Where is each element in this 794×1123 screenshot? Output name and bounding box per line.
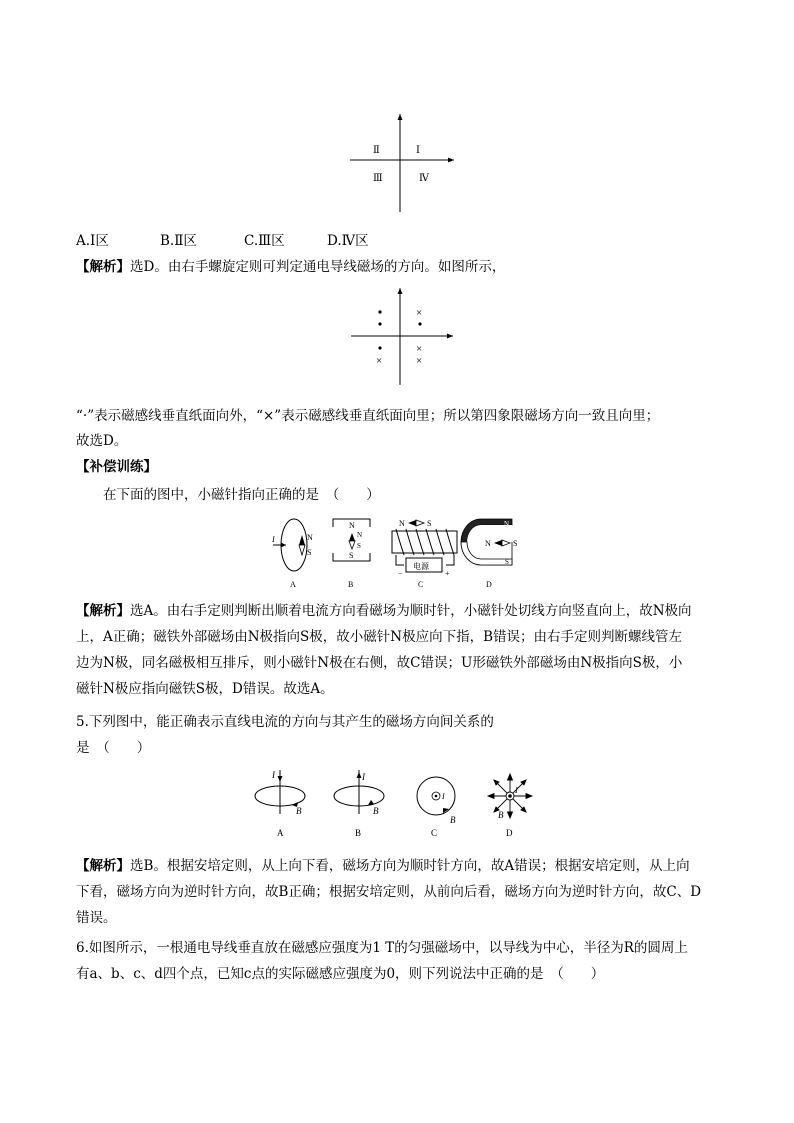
svg-text:S: S	[505, 558, 509, 566]
solution-3-line-1: 【解析】选B。根据安培定则，从上向下看，磁场方向为顺时针方向，故A错误；根据安培定则，从上向	[76, 858, 690, 874]
svg-text:×: ×	[416, 343, 423, 355]
analysis-label: 【解析】	[76, 259, 130, 275]
svg-text:S: S	[427, 519, 432, 528]
figure-b	[333, 519, 370, 589]
svg-text:A: A	[277, 828, 284, 838]
solution-2-line-1: 【解析】选A。由右手定则判断出顺着电流方向看磁场为顺时针，小磁针处切线方向竖直向上，故N极向	[76, 603, 692, 619]
analysis-label: 【解析】	[76, 858, 130, 874]
svg-text:N: N	[307, 533, 313, 542]
question-6-line-1: 6.如图所示，一根通电导线垂直放在磁感应强度为1 T的匀强磁场中，以导线为中心，半径为R的圆周上	[76, 940, 688, 956]
quadrant-2-label: Ⅱ	[373, 145, 380, 156]
svg-text:B: B	[498, 810, 504, 820]
quadrant-figure	[340, 110, 460, 218]
question-5-line-2: 是 （ ）	[76, 740, 151, 756]
svg-text:I: I	[442, 792, 445, 801]
svg-text:N: N	[485, 539, 491, 548]
supplement-question: 在下面的图中，小磁针指向正确的是 （ ）	[103, 487, 380, 503]
svg-text:B: B	[296, 806, 302, 816]
quadrant-3-label: Ⅲ	[373, 173, 383, 184]
supplement-title: 【补偿训练】	[76, 459, 157, 475]
solution-2-line-3: 边为N极，同名磁极相互排斥，则小磁针N极在右侧，故C错误；U形磁铁外部磁场由N极指向S极，小	[76, 655, 683, 671]
solution-2-line-4: 磁针N极应指向磁铁S极，D错误。故选A。	[76, 681, 334, 697]
svg-text:S: S	[513, 539, 518, 548]
svg-text:S: S	[357, 542, 361, 550]
question-6-line-2: 有a、b、c、d四个点，已知c点的实际磁感应强度为0，则下列说法中正确的是 （ ）	[76, 966, 605, 982]
svg-text:S: S	[307, 548, 312, 557]
option-a: A.Ⅰ区	[76, 233, 109, 249]
svg-text:N: N	[504, 520, 510, 528]
question-5-line-1: 5.下列图中，能正确表示直线电流的方向与其产生的磁场方向间关系的	[76, 714, 494, 730]
analysis-label: 【解析】	[76, 603, 130, 619]
quadrant-1-label: Ⅰ	[416, 145, 420, 156]
svg-text:C: C	[418, 580, 424, 589]
solution-1-line-1: 【解析】选D。由右手螺旋定则可判定通电导线磁场的方向。如图所示，	[76, 259, 506, 275]
svg-text:D: D	[506, 828, 513, 838]
option-b: B.Ⅱ区	[160, 233, 197, 249]
svg-text:−: −	[398, 569, 403, 578]
svg-text:B: B	[355, 828, 362, 838]
current-field-figure	[250, 768, 540, 840]
svg-text:C: C	[431, 828, 438, 838]
svg-text:B: B	[450, 815, 456, 825]
svg-text:I: I	[272, 770, 275, 780]
solution-1-line-3: 故选D。	[76, 433, 128, 449]
svg-text:I: I	[272, 535, 275, 544]
option-c: C.Ⅲ区	[244, 233, 285, 249]
figure-a	[255, 770, 305, 838]
svg-text:N: N	[349, 521, 355, 530]
quadrant-4-label: Ⅳ	[419, 173, 429, 184]
compass-needle-figure	[268, 515, 538, 593]
svg-text:N: N	[357, 531, 363, 539]
svg-text:B: B	[348, 580, 354, 589]
figure-d	[488, 774, 532, 818]
option-d: D.Ⅳ区	[327, 233, 369, 249]
svg-text:×: ×	[376, 355, 383, 367]
solution-1-line-2: “·”表示磁感线垂直纸面向外，“×”表示磁感线垂直纸面向里；所以第四象限磁场方向一致且向里；	[76, 408, 660, 424]
figure-c	[392, 519, 457, 589]
figure-b	[334, 770, 384, 838]
solution-2-line-2: 上，A正确；磁铁外部磁场由N极指向S极，故小磁针N极应向下指，B错误；由右手定则判断螺线管左	[76, 629, 683, 645]
svg-text:S: S	[349, 551, 354, 560]
svg-text:+: +	[445, 569, 450, 578]
svg-text:N: N	[399, 519, 405, 528]
figure-c	[417, 777, 456, 838]
svg-text:×: ×	[416, 307, 423, 319]
field-direction-figure	[345, 285, 457, 389]
solution-3-line-2: 下看，磁场方向为逆时针方向，故B正确；根据安培定则，从前向后看，磁场方向为逆时针方向，故C、D	[76, 884, 702, 900]
svg-text:I: I	[362, 772, 365, 782]
svg-text:×: ×	[416, 355, 423, 367]
svg-text:A: A	[290, 580, 296, 589]
svg-text:I: I	[515, 786, 518, 795]
figure-a	[271, 519, 313, 589]
svg-text:电源: 电源	[413, 562, 429, 571]
solution-3-line-3: 错误。	[76, 910, 117, 926]
figure-d	[461, 519, 517, 589]
svg-text:D: D	[486, 580, 492, 589]
svg-text:B: B	[373, 806, 379, 816]
